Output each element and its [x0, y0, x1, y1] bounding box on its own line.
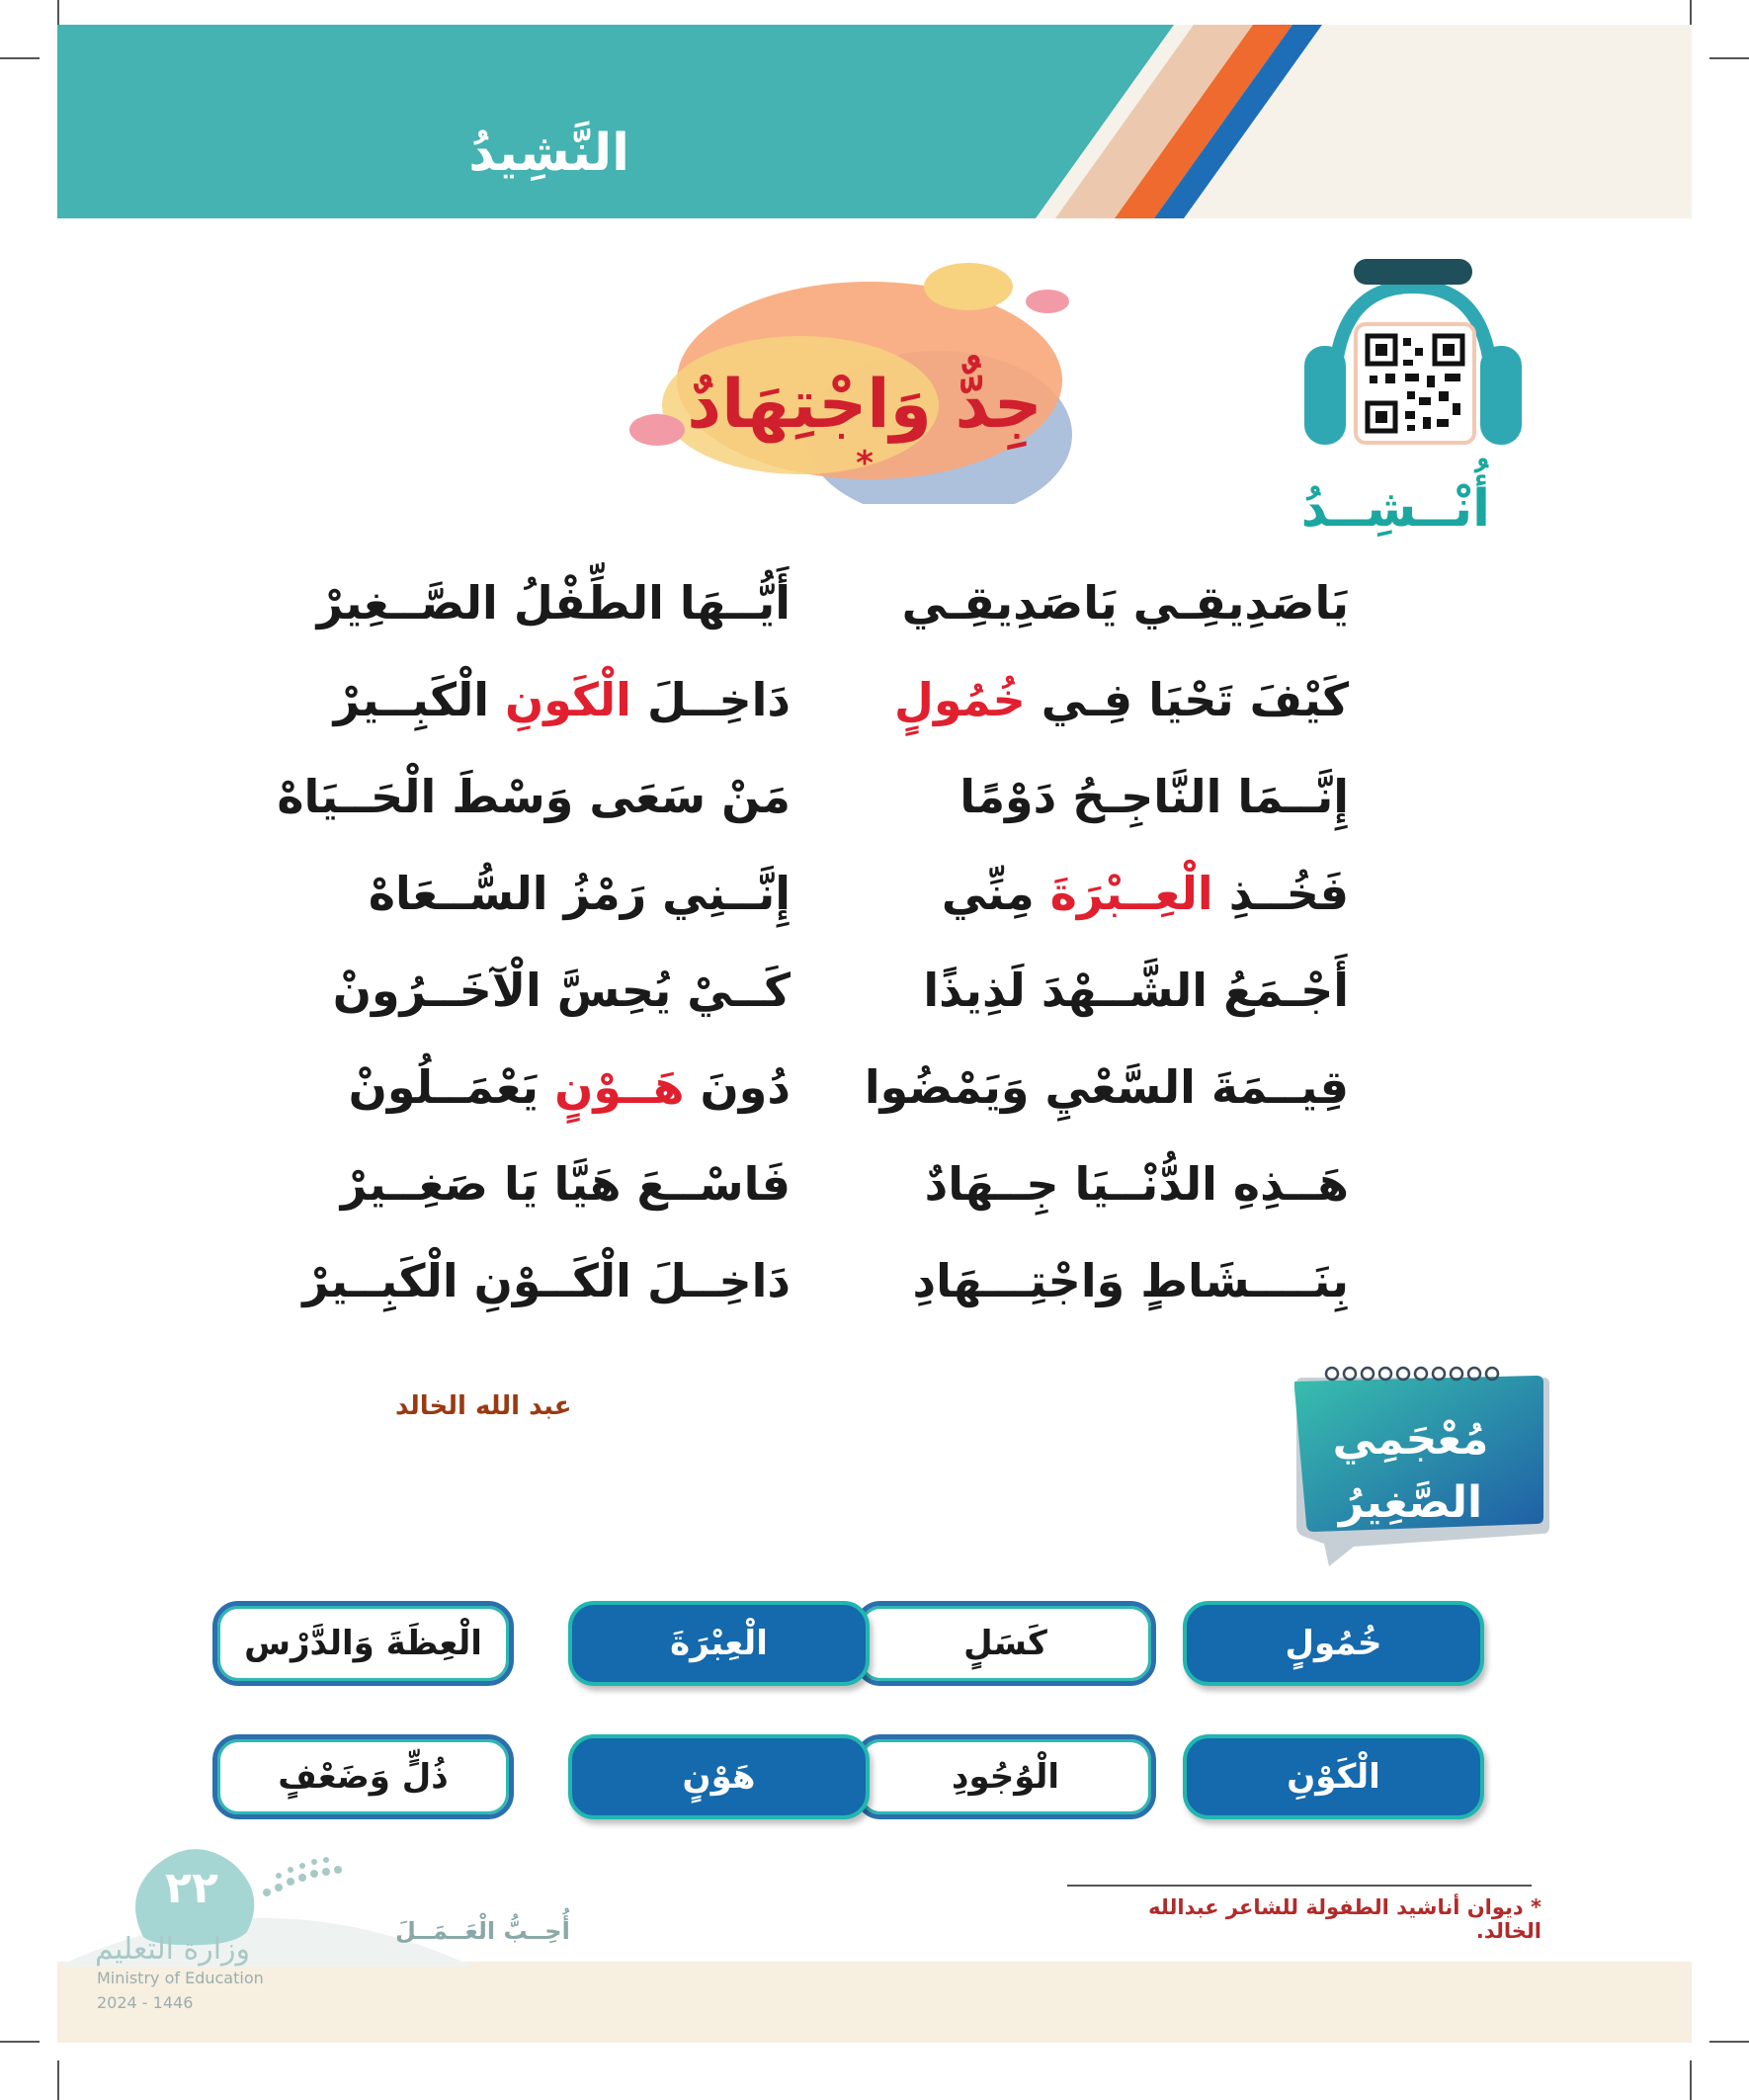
- poem-text: هَــذِهِ الدُّنْــيَا جِــهَادٌ: [924, 1157, 1349, 1211]
- poem-text: فَاسْــعَ هَيَّا يَا صَغِــيرْ: [340, 1157, 791, 1211]
- highlighted-word: خُمُولٍ: [894, 673, 1026, 726]
- vocab-meaning-card: الْعِظَةَ وَالدَّرْس: [212, 1601, 514, 1686]
- poem-line: [923, 964, 1349, 1062]
- qr-code[interactable]: [1354, 322, 1476, 445]
- poem-text: أَجْـمَعُ الشَّــهْدَ لَذِيذًا: [923, 964, 1349, 1017]
- section-title: النَّشِيدُ: [468, 124, 629, 183]
- poem-text: بِنَــــشَاطٍ وَاجْتِـــهَادِ: [912, 1254, 1349, 1307]
- poem-line: [340, 1157, 791, 1256]
- vocab-word-card: الْكَوْنِ: [1183, 1734, 1484, 1819]
- vocab-meaning-card: الْوُجُودِ: [855, 1734, 1156, 1819]
- poem-text: كَــيْ يُحِسَّ الْآخَــرُونْ: [332, 964, 791, 1017]
- crop-mark: [1709, 57, 1749, 59]
- footnote: [1077, 1895, 1541, 1943]
- poem-column-right: [864, 576, 1349, 1353]
- crop-mark: [57, 2060, 59, 2100]
- poem-line: [912, 1254, 1349, 1353]
- poem-text: يَاصَدِيقِـي يَاصَدِيقِـي: [901, 576, 1349, 630]
- poem-line: [332, 964, 791, 1062]
- poem-author: عبد الله الخالد: [395, 1391, 572, 1421]
- vocab-word-card: الْعِبْرَةَ: [568, 1601, 870, 1686]
- crop-mark: [0, 2041, 40, 2043]
- highlighted-word: الْكَونِ: [505, 673, 631, 726]
- recite-label: أُنْــشِــدُ: [1300, 479, 1490, 539]
- poem-text: دَاخِــلَ الْكَــوْنِ الْكَبِــيرْ: [302, 1254, 791, 1307]
- poem-line: [901, 576, 1349, 675]
- crop-mark: [0, 57, 40, 59]
- poem-line: [316, 576, 791, 675]
- poem-column-left: [277, 576, 791, 1353]
- ministry-name-ar: وزارة التعليم: [95, 1932, 251, 1967]
- header-stripes: [57, 25, 1692, 218]
- footnote-mark: *: [1531, 1895, 1541, 1919]
- page-number: ٢٢: [165, 1863, 218, 1913]
- poem-text: كَيْفَ تَحْيَا فِـي: [1025, 673, 1349, 726]
- qr-code-icon: [1358, 326, 1472, 441]
- poem-text: إِنَّــنِي رَمْزُ السُّــعَاهْ: [368, 867, 791, 920]
- ministry-year: 2024 - 1446: [97, 1993, 194, 2012]
- poem-text: أَيُّــهَا الطِّفْلُ الصَّــغِيرْ: [316, 576, 791, 630]
- poem-title-mark: *: [856, 444, 874, 483]
- poem-text: قِيــمَةَ السَّعْيِ وَيَمْضُوا: [864, 1060, 1349, 1114]
- section-header: [57, 25, 1692, 218]
- highlighted-word: هَــوْنٍ: [554, 1060, 685, 1114]
- highlighted-word: الْعِــبْرَةَ: [1049, 867, 1213, 920]
- poem-text: يَعْمَــلُونْ: [348, 1060, 555, 1114]
- poem-line: [277, 770, 791, 869]
- poem-line: [368, 867, 791, 966]
- poem-line: [934, 869, 1349, 966]
- vocab-meaning-card: ذُلٍّ وَضَعْفٍ: [212, 1734, 514, 1819]
- dictionary-title-line2: الصَّغِيرُ: [1338, 1477, 1483, 1528]
- vocab-word-card: خُمُولٍ: [1183, 1601, 1484, 1686]
- poem-text: مِنِّي: [941, 867, 1050, 920]
- poem-text: مَنْ سَعَى وَسْطَ الْحَــيَاهْ: [277, 770, 791, 823]
- poem-line: [333, 673, 791, 772]
- poem-line: [924, 1157, 1349, 1256]
- ministry-logo-dots: [257, 1848, 356, 1907]
- footnote-divider: [1067, 1885, 1532, 1887]
- poem-title-text: جِدٌّ وَاجْتِهَادٌ: [687, 366, 1042, 444]
- footnote-text: ديوان أناشيد الطفولة للشاعر عبدالله الخالد.: [1148, 1895, 1541, 1943]
- poem-text: إِنَّــمَا النَّاجِـحُ دَوْمًا: [959, 770, 1349, 823]
- vocab-word-card: هَوْنٍ: [568, 1734, 870, 1819]
- poem-line: [894, 673, 1349, 772]
- footer-slogan: أُحِــبُّ الْعَــمَــلَ: [395, 1917, 570, 1945]
- ministry-name-en: Ministry of Education: [97, 1969, 264, 1987]
- poem-line: [348, 1060, 791, 1159]
- dictionary-title-line1: مُعْجَمِي: [1332, 1414, 1489, 1465]
- poem-text: دُونَ: [684, 1060, 791, 1114]
- poem-line: [302, 1254, 791, 1353]
- crop-mark: [1690, 2060, 1692, 2100]
- vocab-meaning-card: كَسَلٍ: [855, 1601, 1156, 1686]
- poem-line: [864, 1060, 1349, 1159]
- poem-title: [682, 366, 1047, 522]
- poem-text: الْكَبِــيرْ: [333, 673, 506, 726]
- dictionary-title: [1294, 1408, 1527, 1535]
- poem-text: دَاخِــلَ: [630, 673, 791, 726]
- footer-band: [57, 1962, 1692, 2043]
- poem-line: [934, 772, 1349, 869]
- crop-mark: [1709, 2041, 1749, 2043]
- poem-text: فَخُــذِ: [1212, 867, 1349, 920]
